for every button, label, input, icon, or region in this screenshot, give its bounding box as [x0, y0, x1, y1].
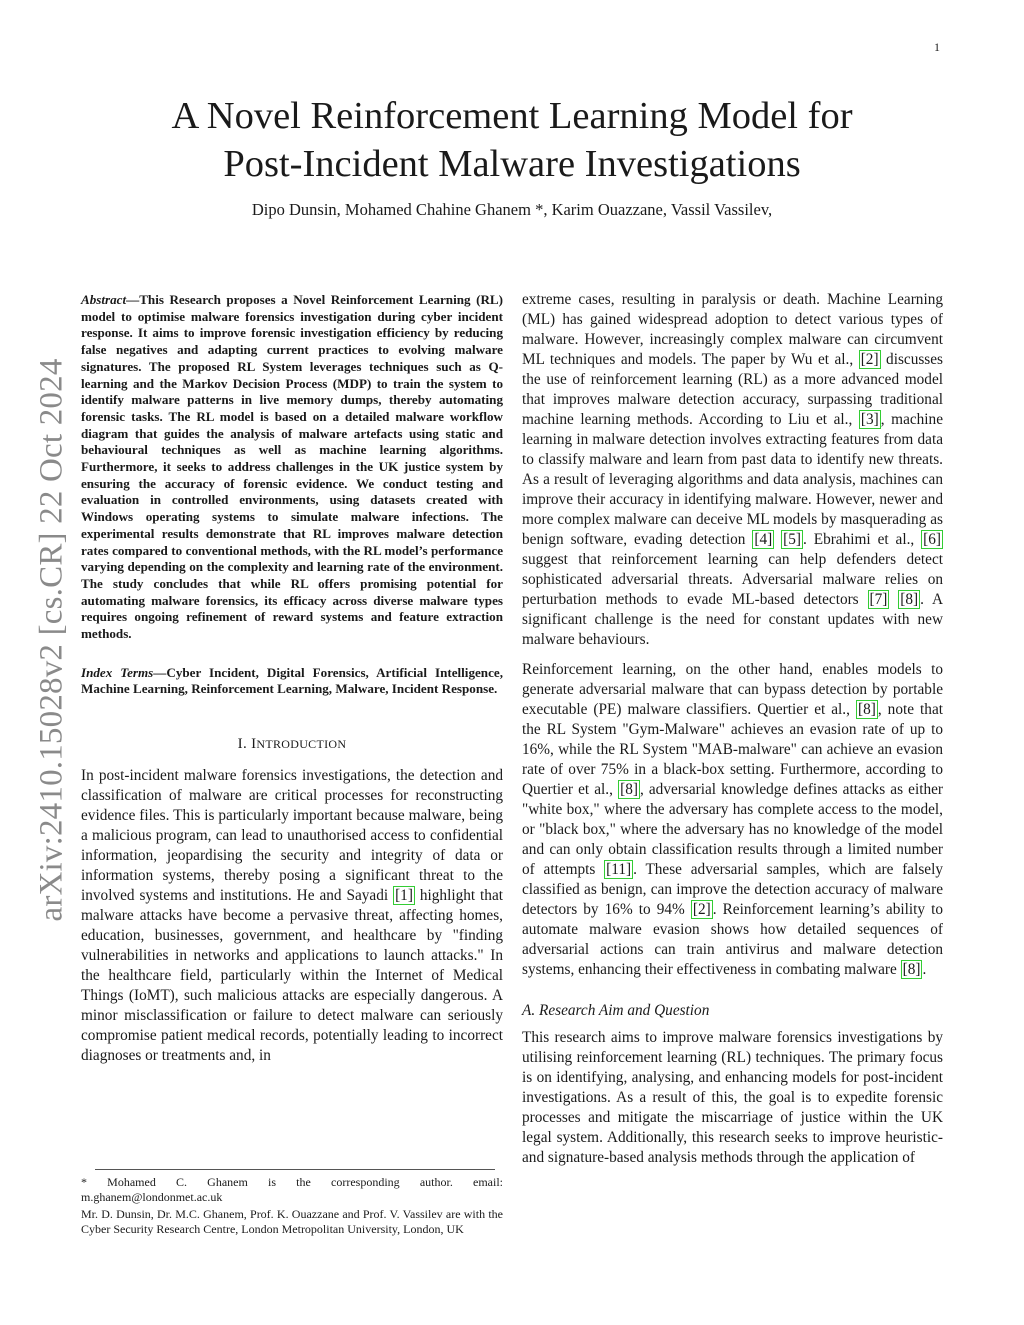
author-list: Dipo Dunsin, Mohamed Chahine Ghanem *, Karim Ouazzane, Vassil Vassilev,: [251, 200, 773, 219]
text-run: extreme cases, resulting in paralysis or death. Machine Learning (ML) has gained widespread adoption to detect various types of malware. However, increasingly complex malware can circumvent ML techniques and models. The paper by Wu et al.,: [522, 291, 943, 368]
abstract: [81, 292, 503, 643]
text-run: , machine learning in malware detection involves extracting features from data to classify malware and learn from past data to identify new threats. As a result of leveraging algorithms and data analysis, machines can improve their accuracy in identifying malware. However, newer and more complex malware can deceive ML models by masquerading as benign software, evading detection: [522, 411, 943, 548]
text-run: . These adversarial samples, which are falsely classified as benign, can improve the detection accuracy of malware detectors by 16% to 94%: [522, 861, 943, 918]
citation-link[interactable]: [4]: [754, 531, 773, 548]
body-paragraph: [522, 660, 943, 980]
section-number: I.: [237, 736, 248, 753]
footnotes: [81, 1175, 503, 1239]
title-line-2: Post-Incident Malware Investigations: [223, 143, 801, 185]
text-run: Reinforcement learning, on the other hand, enables models to generate adversarial malware that can bypass detection by portable executable (PE) malware classifiers. Quertier et al.,: [522, 661, 943, 718]
citation-link[interactable]: [8]: [620, 781, 638, 798]
footnote-affiliations: Mr. D. Dunsin, Dr. M.C. Ghanem, Prof. K. Ouazzane and Prof. V. Vassilev are with the Cyber Security Research Centre, London Metropolitan University, London, UK: [81, 1207, 503, 1236]
section-title-initial: I: [251, 736, 257, 753]
citation-link[interactable]: [3]: [860, 411, 879, 428]
text-run: discusses the use of reinforcement learning (RL) as a more advanced model that improves malware detection accuracy, surpassing traditional machine learning methods. According to Liu et al.,: [522, 351, 943, 428]
subsection-heading: A. Research Aim and Question: [522, 1002, 710, 1019]
page-number: 1: [934, 40, 940, 54]
arxiv-identifier: arXiv:2410.15028v2 [cs.CR] 22 Oct 2024: [33, 358, 70, 922]
citation-link[interactable]: [7]: [869, 591, 888, 608]
text-run: In post-incident malware forensics investigations, the detection and classification of malware are critical processes for reconstructing evidence files. This is particularly important because malware, being a malicious program, can lead to unauthorised access to confidential information, jeopardising the security and integrity of data or information systems, thereby posing a significant threat to the involved systems and institutions. He and Sayadi: [81, 767, 503, 905]
title-line-1: A Novel Reinforcement Learning Model for: [171, 95, 853, 137]
paper-title: [100, 92, 924, 188]
citation-link[interactable]: [5]: [783, 531, 801, 548]
footnote-corresponding-author: * Mohamed C. Ghanem is the corresponding author. email: m.ghanem@londonmet.ac.uk: [81, 1175, 503, 1204]
text-run: suggest that reinforcement learning can help defenders detect sophisticated adversarial threats. Adversarial malware relies on perturbation methods to evade ML-based detectors: [522, 551, 943, 608]
right-column: [522, 290, 943, 1168]
section-heading-introduction: [81, 736, 503, 753]
text-run: . Reinforcement learning’s ability to automate malware evasion shows how detailed sequences of adversarial actions can train antivirus and malware detection systems, enhancing their effectiveness in combating malware: [522, 901, 943, 978]
index-terms: [81, 665, 503, 698]
left-column: [81, 292, 503, 1066]
citation-link[interactable]: [1]: [395, 887, 413, 905]
footnote-divider: [95, 1169, 495, 1170]
text-run: . Ebrahimi et al.,: [802, 531, 922, 548]
citation-link[interactable]: [2]: [692, 901, 711, 918]
index-terms-text: —Cyber Incident, Digital Forensics, Artificial Intelligence, Machine Learning, Reinforcement Learning, Malware, Incident Response.: [81, 664, 503, 697]
body-paragraph: This research aims to improve malware forensics investigations by utilising reinforcement learning (RL) techniques. The primary focus is on identifying, analysing, and enhancing models for post-incident investigations. As a result of this, the goal is to expedite forensic processes and mitigate the miscarriage of justice within the UK legal system. Additionally, this research seeks to improve heuristic- and signature-based analysis methods through the application of: [522, 1029, 943, 1166]
citation-link[interactable]: [6]: [923, 531, 942, 548]
citation-link[interactable]: [8]: [857, 701, 876, 718]
citation-link[interactable]: [2]: [860, 351, 879, 368]
text-run: , note that the RL System "Gym-Malware" achieves an evasion rate of up to 16%, while the RL System "MAB-malware" can achieve an evasion rate of over 75% in a black-box setting. Furthermore, according to Quertier et al.,: [522, 701, 943, 798]
text-run: highlight that malware attacks have become a pervasive threat, affecting homes, education, businesses, government, and healthcare by "finding vulnerabilities in networks and applications to launch attacks." In the healthcare field, particularly within the Internet of Medical Things (IoMT), such malicious attacks are especially dangerous. A minor misclassification or failure to detect malware can seriously compromise patient medical records, potentially leading to incorrect diagnoses or treatments and, in: [81, 887, 503, 1065]
text-run: , adversarial knowledge defines attacks as either "white box," where the adversary has complete access to the model, or "black box," where the adversary has no knowledge of the model and can only obtain classification results through a limited number of attempts: [522, 781, 943, 878]
abstract-label: Abstract: [81, 292, 127, 307]
text-run: . A significant challenge is the need for constant updates with new malware behaviours.: [522, 591, 943, 648]
citation-link[interactable]: [8]: [902, 961, 921, 978]
index-terms-label: Index Terms: [81, 664, 154, 680]
abstract-text: —This Research proposes a Novel Reinforcement Learning (RL) model to optimise malware forensics investigation during cyber incident response. It aims to improve forensic investigation efficiency by reducing false negatives and adapting current practices to evolving malware signatures. The proposed RL System leverages techniques such as Q-learning and the Markov Decision Process (MDP) to train the system to identify malware patterns in live memory dumps, thereby automating forensic tasks. The RL model is based on a detailed malware workflow diagram that guides the analysis of malware artefacts using static and behavioural techniques as well as machine learning algorithms. Furthermore, it seeks to address challenges in the UK justice system by ensuring the accuracy of forensic evidence. We conduct testing and evaluation in controlled environments, using datasets created with Windows operating systems to simulate malware infections. The experimental results demonstrate that RL improves malware detection rates compared to conventional methods, with the RL model’s performance varying depending on the complexity and learning rate of the environment. The study concludes that while RL offers promising potential for automating malware forensics, its efficacy across diverse malware types requires ongoing refinement of reward systems and feature extraction methods.: [81, 292, 503, 642]
intro-paragraph: [81, 766, 503, 1066]
body-paragraph: [522, 290, 943, 650]
citation-link[interactable]: [8]: [900, 591, 919, 608]
text-run: [889, 591, 898, 608]
text-run: .: [922, 961, 927, 978]
section-title-rest: NTRODUCTION: [256, 737, 347, 752]
citation-link[interactable]: [11]: [606, 861, 632, 878]
